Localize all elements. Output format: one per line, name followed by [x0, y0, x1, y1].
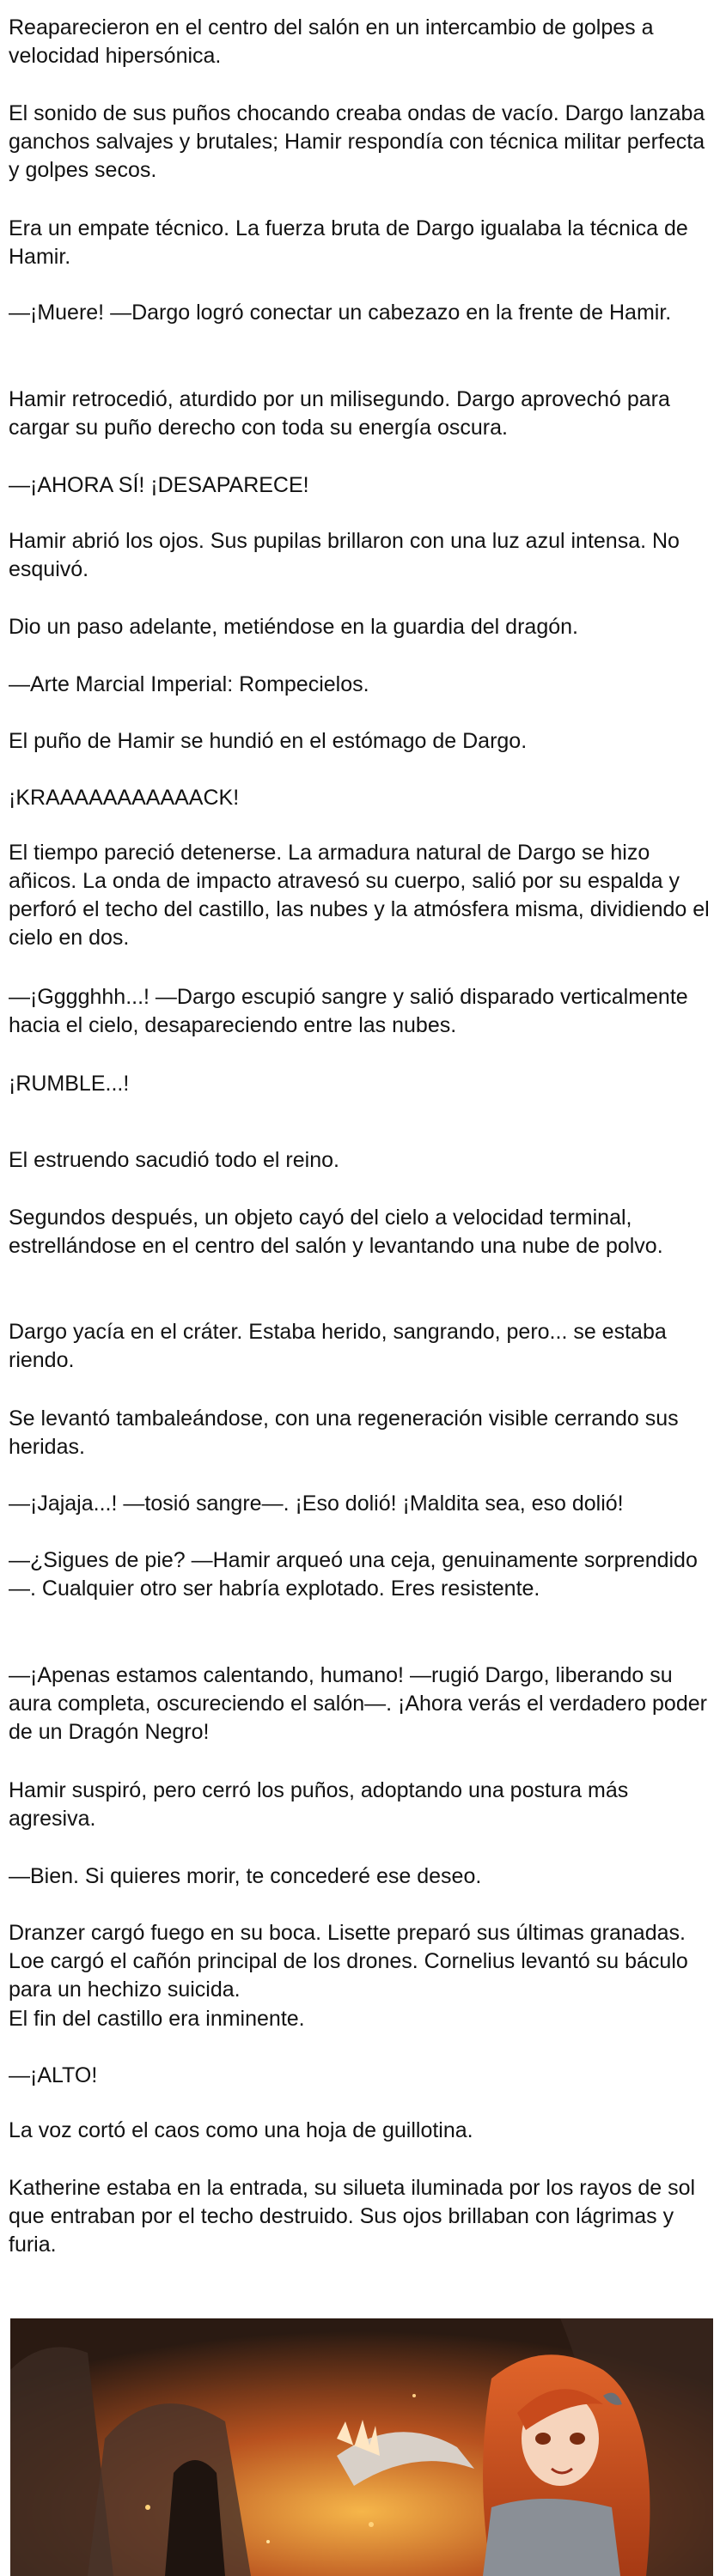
- paragraph: Hamir abrió los ojos. Sus pupilas brillaron con una luz azul intensa. No esquivó.: [9, 529, 680, 581]
- paragraph: Era un empate técnico. La fuerza bruta de Dargo igualaba la técnica de Hamir.: [9, 216, 688, 269]
- katherine-illustration: [10, 2318, 713, 2576]
- paragraph: Segundos después, un objeto cayó del cielo a velocidad terminal, estrellándose en el centro del salón y levantando una nube de polvo.: [9, 1206, 663, 1258]
- paragraph: —¡Muere! —Dargo logró conectar un cabezazo en la frente de Hamir.: [9, 301, 672, 325]
- paragraph: —¡Apenas estamos calentando, humano! —rugió Dargo, liberando su aura completa, oscureciendo el salón—. ¡Ahora verás el verdadero poder de un Dragón Negro!: [9, 1663, 707, 1744]
- paragraph: Se levantó tambaleándose, con una regeneración visible cerrando sus heridas.: [9, 1406, 679, 1459]
- paragraph: El puño de Hamir se hundió en el estómago de Dargo.: [9, 729, 528, 753]
- paragraph: —¡Gggghhh...! —Dargo escupió sangre y salió disparado verticalmente hacia el cielo, desapareciendo entre las nubes.: [9, 985, 688, 1037]
- paragraph: El fin del castillo era inminente.: [9, 2007, 305, 2031]
- paragraph: La voz cortó el caos como una hoja de guillotina.: [9, 2118, 473, 2142]
- paragraph: Dargo yacía en el cráter. Estaba herido, sangrando, pero... se estaba riendo.: [9, 1320, 667, 1372]
- paragraph: ¡RUMBLE...!: [9, 1072, 130, 1096]
- paragraph: —¡AHORA SÍ! ¡DESAPARECE!: [9, 473, 309, 497]
- paragraph: Hamir retrocedió, aturdido por un milisegundo. Dargo aprovechó para cargar su puño derecho con toda su energía oscura.: [9, 387, 670, 440]
- paragraph: —¡Jajaja...! —tosió sangre—. ¡Eso dolió! ¡Maldita sea, eso dolió!: [9, 1492, 624, 1516]
- paragraph: El tiempo pareció detenerse. La armadura natural de Dargo se hizo añicos. La onda de impacto atravesó su cuerpo, salió por su espalda y perforó el techo del castillo, las nubes y la atmósfera misma, dividiendo el cielo en dos.: [9, 841, 710, 950]
- paragraph: —Arte Marcial Imperial: Rompecielos.: [9, 672, 369, 696]
- paragraph: Dio un paso adelante, metiéndose en la guardia del dragón.: [9, 615, 578, 639]
- paragraph: El sonido de sus puños chocando creaba ondas de vacío. Dargo lanzaba ganchos salvajes y brutales; Hamir respondía con técnica militar perfecta y golpes secos.: [9, 101, 705, 182]
- paragraph: —¡ALTO!: [9, 2063, 98, 2087]
- paragraph: —¿Sigues de pie? —Hamir arqueó una ceja, genuinamente sorprendido—. Cualquier otro ser habría explotado. Eres resistente.: [9, 1548, 698, 1601]
- chapter-illustration: [10, 2318, 713, 2576]
- paragraph: —Bien. Si quieres morir, te concederé ese deseo.: [9, 1864, 482, 1888]
- paragraph: ¡KRAAAAAAAAAAACK!: [9, 786, 240, 810]
- paragraph: Katherine estaba en la entrada, su silueta iluminada por los rayos de sol que entraban por el techo destruido. Sus ojos brillaban con lágrimas y furia.: [9, 2176, 696, 2257]
- paragraph: Hamir suspiró, pero cerró los puños, adoptando una postura más agresiva.: [9, 1778, 629, 1831]
- paragraph: El estruendo sacudió todo el reino.: [9, 1148, 339, 1172]
- paragraph: Dranzer cargó fuego en su boca. Lisette preparó sus últimas granadas. Loe cargó el cañón principal de los drones. Cornelius levantó su báculo para un hechizo suicida.: [9, 1921, 688, 2002]
- paragraph: Reaparecieron en el centro del salón en un intercambio de golpes a velocidad hipersónica.: [9, 15, 654, 68]
